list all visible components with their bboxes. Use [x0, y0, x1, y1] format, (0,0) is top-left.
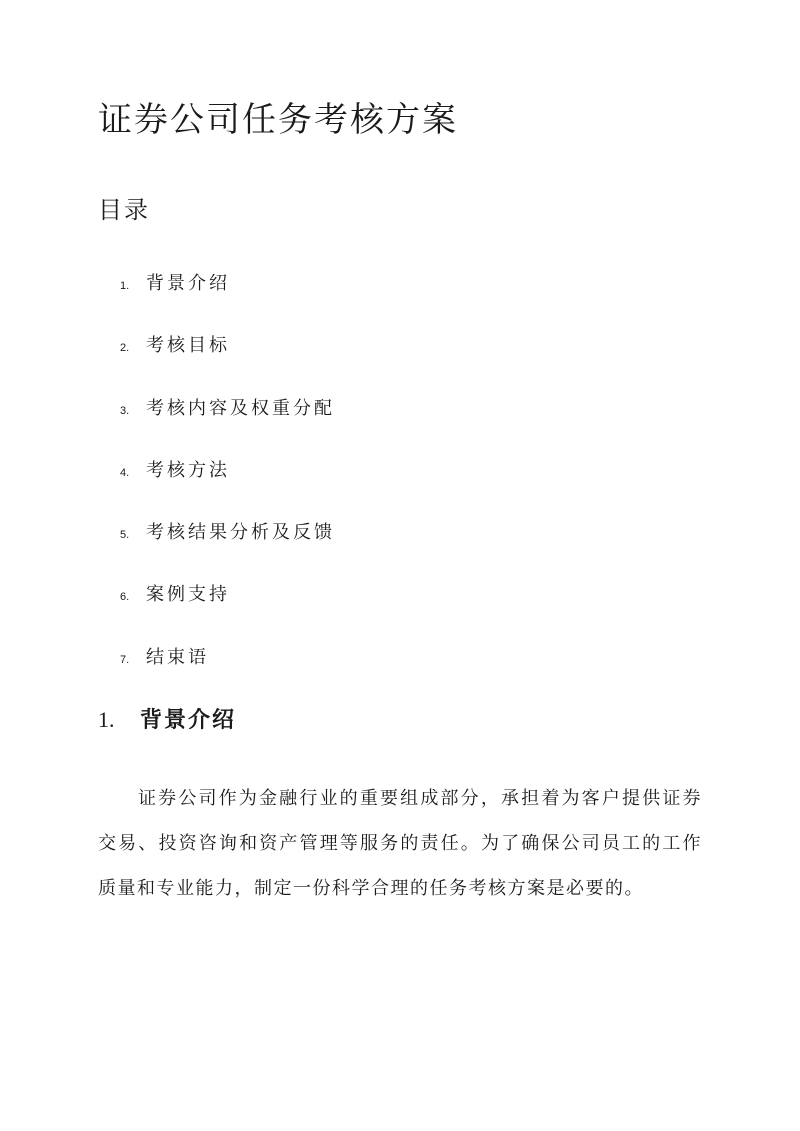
toc-item-label: 背景介绍	[146, 273, 230, 294]
section-title: 背景介绍	[140, 708, 237, 733]
toc-item-label: 案例支持	[146, 584, 230, 605]
document-title: 证券公司任务考核方案	[98, 100, 458, 140]
toc-item	[120, 581, 230, 609]
toc-item-label: 结束语	[146, 647, 209, 668]
toc-item	[120, 332, 230, 360]
body-paragraph: 证券公司作为金融行业的重要组成部分，承担着为客户提供证券交易、投资咨询和资产管理等服务的责任。为了确保公司员工的工作质量和专业能力，制定一份科学合理的任务考核方案是必要的。	[98, 788, 702, 899]
toc-heading: 目录	[98, 196, 150, 224]
toc-item-label: 考核方法	[146, 460, 230, 481]
toc-item-number: 1.	[120, 280, 130, 292]
toc-item-number: 5.	[120, 529, 130, 541]
toc-item-number: 3.	[120, 405, 130, 417]
toc-item-label: 考核内容及权重分配	[146, 398, 335, 419]
section-heading	[98, 704, 236, 737]
toc-item	[120, 519, 335, 547]
toc-item-number: 4.	[120, 467, 130, 479]
toc-item	[120, 644, 209, 672]
toc-item-number: 2.	[120, 342, 130, 354]
toc-item	[120, 270, 230, 298]
toc-item	[120, 457, 230, 485]
toc-item	[120, 395, 335, 423]
toc-item-label: 考核目标	[146, 335, 230, 356]
toc-item-number: 7.	[120, 654, 130, 666]
toc-item-number: 6.	[120, 591, 130, 603]
toc-item-label: 考核结果分析及反馈	[146, 522, 335, 543]
section-number: 1.	[98, 707, 115, 732]
